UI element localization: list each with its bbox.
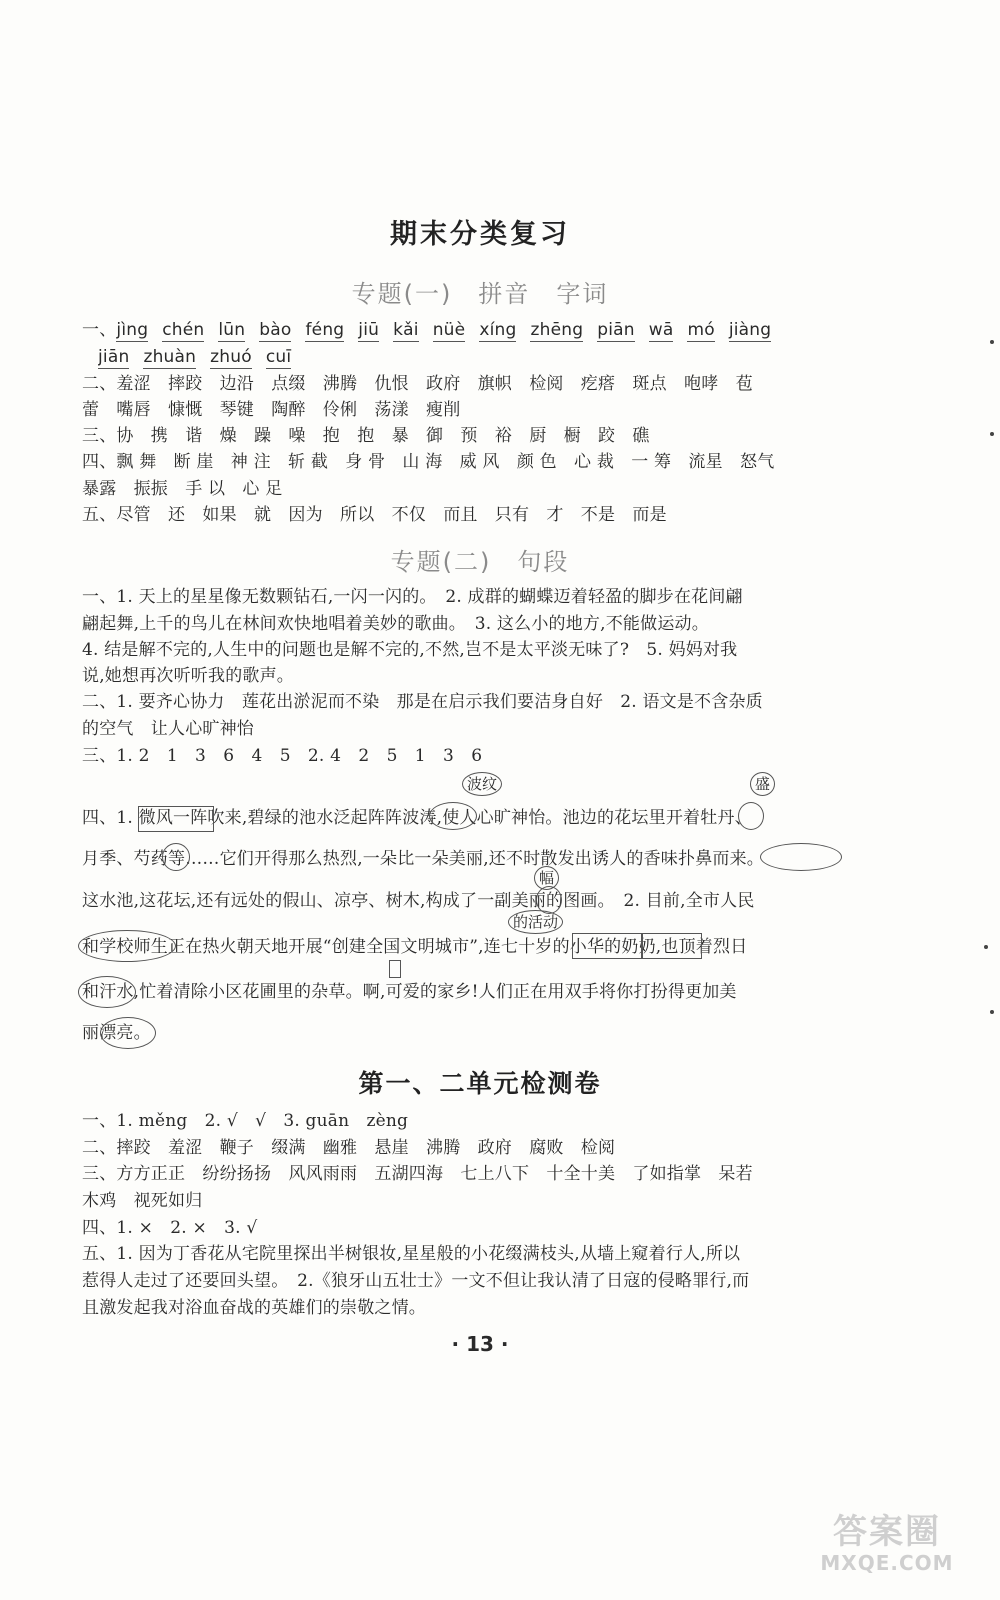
edit-circle-shisheng: [78, 930, 176, 962]
edit-circle-fu: [536, 886, 562, 914]
unit-line-5: 四、1. × 2. × 3. √: [82, 1218, 258, 1238]
scan-edge-mark: [984, 945, 988, 949]
scan-edge-mark: [990, 1010, 994, 1014]
unit-line-1: 一、1. měng 2. √ √ 3. guān zèng: [82, 1111, 409, 1131]
topic2-line-7: 三、1. 2 1 3 6 4 5 2. 4 2 5 1 3 6: [82, 746, 483, 766]
topic2-line-13: 丽漂亮。: [82, 1023, 151, 1043]
edit-box-weifeng: [138, 806, 214, 832]
watermark-text-top: 答案圈: [833, 1512, 941, 1552]
correction-note-huodong: 的活动: [508, 910, 563, 934]
edit-circle-piaoliang: [100, 1017, 156, 1049]
unit-line-7: 惹得人走过了还要回头望。 2.《狼牙山五壮士》一文不但让我认清了日寇的侵略罪行,而: [82, 1271, 750, 1291]
topic1-line-4a: 四、飘 舞 断 崖 神 注 斩 截 身 骨 山 海 威 风 颜 色 心 裁 一 筹 流星 怒气: [82, 452, 775, 472]
topic2-line-3: 4. 结是解不完的,人生中的问题也是解不完的,不然,岂不是太平淡无味了? 5. 妈妈对我: [82, 640, 738, 660]
topic2-line-5: 二、1. 要齐心协力 莲花出淤泥而不染 那是在启示我们要洁身自好 2. 语文是不含杂质: [82, 692, 763, 712]
topic2-line-1: 一、1. 天上的星星像无数颗钻石,一闪一闪的。 2. 成群的蝴蝶迈着轻盈的脚步在花间翩: [82, 587, 743, 607]
edit-circle-pubi: [760, 843, 842, 871]
pinyin-answer: kǎi: [393, 320, 419, 340]
pinyin-answer: cuī: [265, 347, 292, 367]
unit-line-3: 三、方方正正 纷纷扬扬 风风雨雨 五湖四海 七上八下 十全十美 了如指掌 呆若: [82, 1164, 753, 1184]
topic2-line-2: 翩起舞,上千的鸟儿在林间欢快地唱着美妙的歌曲。 3. 这么小的地方,不能做运动。: [82, 614, 709, 634]
correction-note-wave: 波纹: [462, 772, 502, 796]
topic1-line-5: 五、尽管 还 如果 就 因为 所以 不仅 而且 只有 才 不是 而是: [82, 505, 667, 525]
pinyin-answer: nüè: [432, 320, 466, 340]
topic1-line-4b: 暴露 振振 手 以 心 足: [82, 479, 283, 499]
edit-box-xiaohua: [642, 933, 702, 959]
correction-note-sheng: 盛: [750, 772, 775, 796]
watermark-logo: [802, 1512, 972, 1582]
topic2-line-10: 这水池,这花坛,还有远处的假山、凉亭、树木,构成了一副美丽的图画。 2. 目前,全市人民: [82, 891, 755, 911]
pinyin-answer: mó: [687, 320, 715, 340]
watermark-text-bottom: MXQE.COM: [820, 1551, 954, 1575]
pinyin-answer: jìng: [116, 320, 149, 340]
topic1-line-3: 三、协 携 谐 燥 躁 噪 抱 抱 暴 御 预 裕 厨 橱 跤 礁: [82, 426, 650, 446]
pinyin-answer: zhuàn: [143, 347, 197, 367]
pinyin-answer: piān: [597, 320, 635, 340]
scan-edge-mark: [990, 340, 994, 344]
pinyin-list-2: [98, 347, 305, 367]
topic2-line-11: 和学校师生正在热火朝天地开展“创建全国文明城市”,连七十岁的小华的奶奶,也顶着烈日: [82, 937, 748, 957]
pinyin-answer: jiān: [98, 347, 130, 367]
pinyin-answer: jiū: [358, 320, 380, 340]
pinyin-answer: zhēng: [530, 320, 584, 340]
edit-circle-kai: [738, 802, 764, 830]
topic1-heading: 专题(一) 拼音 字词: [351, 280, 609, 308]
pinyin-answer: jiàng: [728, 320, 772, 340]
topic2-line-6: 的空气 让人心旷神怡: [82, 719, 254, 739]
pinyin-label: 一、: [82, 320, 117, 340]
topic2-heading: 专题(二) 句段: [390, 548, 570, 576]
edit-box-insert: [389, 960, 401, 978]
topic1-line-2a: 二、羞涩 摔跤 边沿 点缀 沸腾 仇恨 政府 旗帜 检阅 疙瘩 斑点 咆哮 苞: [82, 374, 753, 394]
topic2-line-8: 四、1. 微风一阵吹来,碧绿的池水泛起阵阵波涛,使人心旷神怡。池边的花坛里开着牡丹、: [82, 808, 752, 828]
unit-line-2: 二、摔跤 羞涩 鞭子 缀满 幽雅 悬崖 沸腾 政府 腐败 检阅: [82, 1138, 616, 1158]
unit-line-8: 且激发起我对浴血奋战的英雄们的崇敬之情。: [82, 1298, 426, 1318]
pinyin-answer: wā: [648, 320, 674, 340]
scan-edge-mark: [990, 432, 994, 436]
topic2-line-12: 和汗水,忙着清除小区花圃里的杂草。啊,可爱的家乡!人们正在用双手将你打扮得更加美: [82, 982, 737, 1002]
unit-line-6: 五、1. 因为丁香花从宅院里探出半树银妆,星星般的小花缀满枝头,从墙上窥着行人,所以: [82, 1244, 741, 1264]
edit-circle-botao: [429, 802, 477, 830]
correction-note-fu: 幅: [534, 866, 559, 890]
pinyin-answer: chén: [162, 320, 205, 340]
pinyin-answer: zhuó: [210, 347, 252, 367]
topic2-line-9: 月季、芍药等……它们开得那么热烈,一朵比一朵美丽,还不时散发出诱人的香味扑鼻而来。: [82, 849, 765, 869]
edit-circle-deng: [162, 843, 190, 871]
pinyin-list-1: [116, 320, 785, 340]
edit-circle-hanshui: [78, 976, 136, 1008]
pinyin-row-2: [98, 345, 888, 369]
unit-test-heading: 第一、二单元检测卷: [358, 1069, 602, 1098]
topic1-line-2b: 蕾 嘴唇 慷慨 琴键 陶醉 伶俐 荡漾 瘦削: [82, 400, 461, 420]
pinyin-answer: féng: [305, 320, 345, 340]
pinyin-row-1: [82, 318, 872, 342]
pinyin-answer: xíng: [479, 320, 517, 340]
edit-box-qishisui: [572, 933, 642, 959]
unit-line-4: 木鸡 视死如归: [82, 1191, 203, 1211]
pinyin-answer: lūn: [218, 320, 246, 340]
page-number: · 13 ·: [451, 1332, 509, 1356]
topic2-line-4: 说,她想再次听听我的歌声。: [82, 666, 295, 686]
pinyin-answer: bào: [259, 320, 292, 340]
page-title: 期末分类复习: [390, 219, 570, 250]
